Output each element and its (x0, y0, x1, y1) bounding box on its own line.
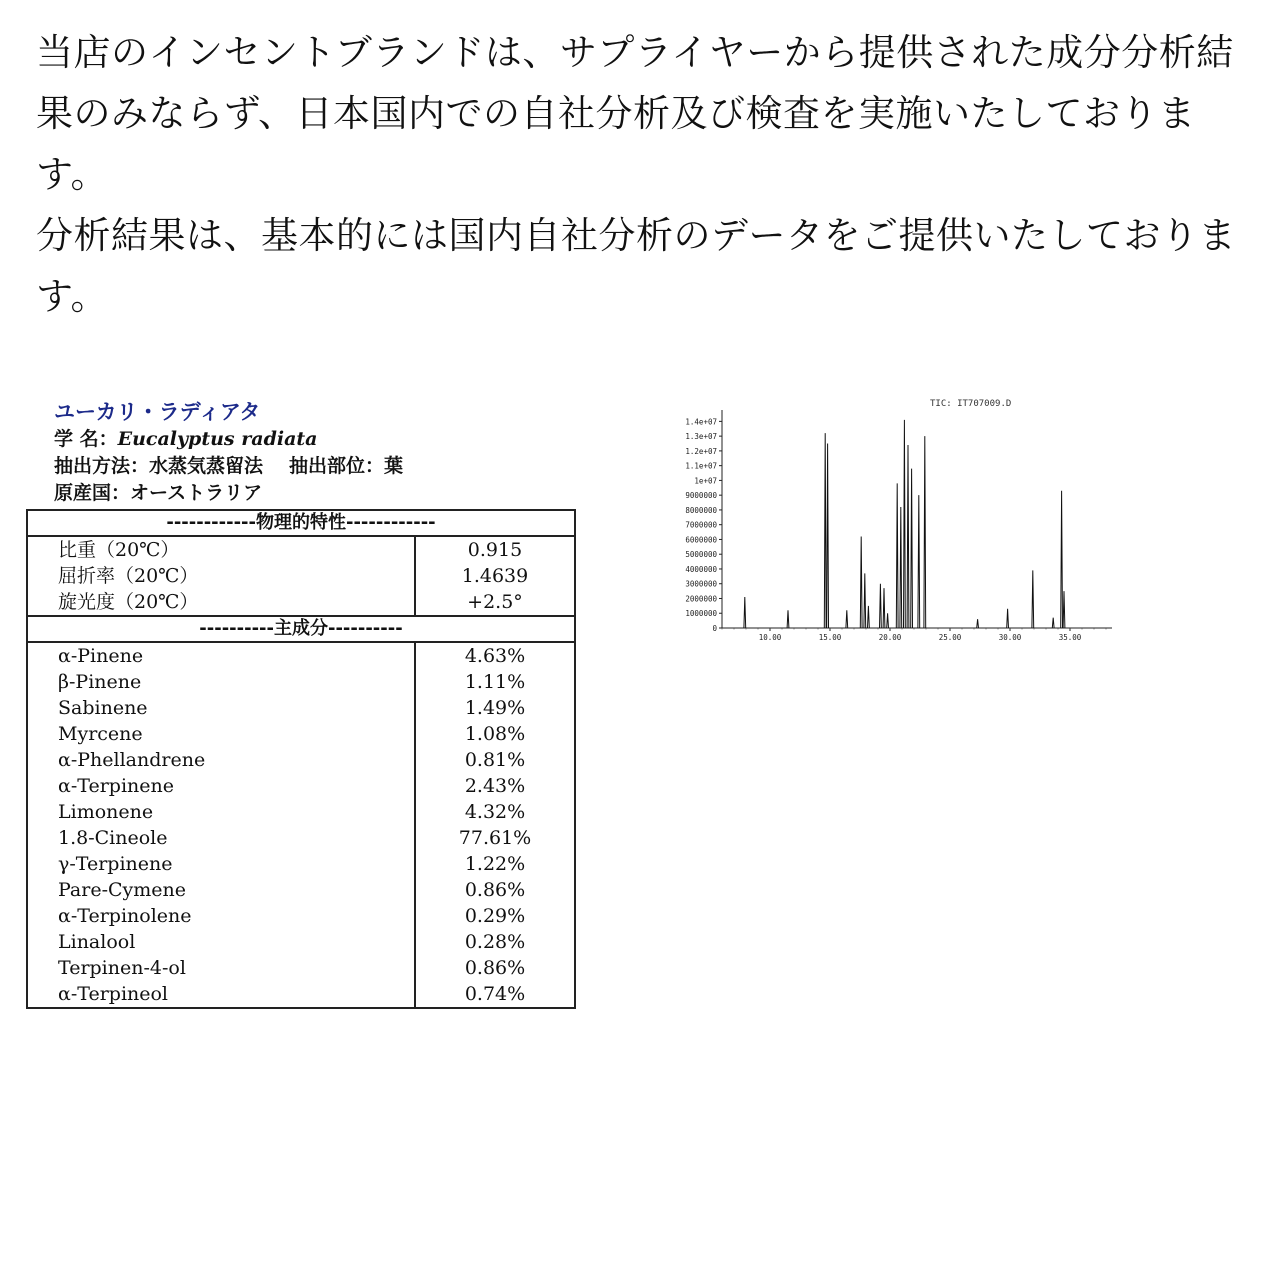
chromatogram-peak (880, 584, 882, 628)
chromatogram-peak (1063, 591, 1065, 628)
chromatogram-peak (896, 483, 898, 628)
component-name: α-Terpineol (58, 983, 169, 1005)
chromatogram-peak (911, 469, 913, 628)
scientific-name: Eucalyptus radiata (117, 428, 318, 450)
y-tick-label: 2000000 (685, 594, 717, 604)
chromatogram-peak (824, 433, 826, 628)
component-name: Limonene (58, 801, 154, 823)
component-name: Sabinene (58, 697, 148, 719)
chromatogram-peak (1061, 491, 1063, 628)
chromatogram-peak (1032, 570, 1034, 628)
component-name: α-Pinene (58, 645, 144, 667)
component-name: β-Pinene (58, 671, 142, 693)
physical-value: 1.4639 (461, 565, 529, 587)
chart-title: TIC: IT707009.D (930, 399, 1012, 409)
scientific-name-label: 学 名： (54, 428, 118, 450)
x-tick-label: 15.00 (818, 633, 842, 642)
components-heading: ----------主成分---------- (27, 616, 575, 642)
component-value: 1.08% (464, 723, 526, 745)
chromatogram-peak (827, 444, 829, 628)
chromatogram-peak (1007, 609, 1009, 628)
extraction-method: 水蒸気蒸留法 (149, 455, 264, 477)
y-tick-label: 4000000 (685, 564, 717, 574)
y-tick-label: 7000000 (685, 520, 717, 530)
origin: オーストラリア (130, 482, 263, 504)
x-tick-label: 30.00 (998, 633, 1022, 642)
extraction-method-label: 抽出方法： (54, 455, 150, 477)
chromatogram-peak (883, 588, 885, 628)
y-tick-label: 1000000 (685, 609, 717, 619)
y-tick-label: 8000000 (685, 505, 717, 515)
component-value: 0.86% (464, 957, 526, 979)
extraction-part-label: 抽出部位： (289, 455, 385, 477)
component-value: 0.86% (464, 879, 526, 901)
component-value: 77.61% (458, 827, 532, 849)
intro-paragraph-1: 当店のインセントブランドは、サプライヤーから提供された成分分析結果のみならず、日本国内での自社分析及び検査を実施いたしております。 (36, 31, 1234, 196)
physical-name: 屈折率（20℃） (58, 565, 199, 587)
component-name: γ-Terpinene (58, 853, 173, 875)
intro-paragraph-2: 分析結果は、基本的には国内自社分析のデータをご提供いたしております。 (36, 214, 1236, 318)
component-names (27, 642, 415, 1008)
x-tick-label: 20.00 (878, 633, 902, 642)
origin-label: 原産国： (54, 482, 131, 504)
component-name: α-Terpinene (58, 775, 174, 797)
scientific-name-line (26, 426, 576, 453)
component-name: α-Phellandrene (58, 749, 206, 771)
physical-value: 0.915 (467, 539, 523, 561)
component-name: Pare-Cymene (58, 879, 187, 901)
y-tick-label: 6000000 (685, 535, 717, 545)
chromatogram-peak (904, 420, 906, 628)
physical-heading: ------------物理的特性------------ (27, 510, 575, 536)
component-value: 2.43% (464, 775, 526, 797)
physical-name: 比重（20℃） (58, 539, 180, 561)
chromatogram-peak (924, 436, 926, 628)
component-value: 0.28% (464, 931, 526, 953)
y-tick-label: 9000000 (685, 491, 717, 501)
physical-value: +2.5° (467, 591, 523, 613)
component-value: 0.74% (464, 983, 526, 1005)
component-value: 1.11% (464, 671, 526, 693)
y-tick-label: 1.3e+07 (685, 432, 717, 442)
y-tick-label: 1e+07 (694, 476, 717, 486)
product-name: ユーカリ・ラディアタ (54, 400, 261, 424)
component-value: 1.49% (464, 697, 526, 719)
chromatogram-peak (1052, 618, 1054, 628)
component-name: Linalool (58, 931, 136, 953)
y-tick-label: 1.1e+07 (685, 461, 717, 471)
x-tick-label: 10.00 (758, 633, 782, 642)
chromatogram-peak (846, 610, 848, 628)
y-tick-label: 3000000 (685, 579, 717, 589)
intro-text (36, 22, 1246, 327)
chromatogram-peak (868, 606, 870, 628)
extraction-line (26, 453, 576, 480)
y-tick-label: 0 (712, 624, 717, 633)
chromatogram-peak (787, 610, 789, 628)
component-name: Myrcene (58, 723, 143, 745)
chromatogram-peak (860, 536, 862, 628)
chromatogram-peak (977, 619, 979, 628)
component-name: Terpinen-4-ol (58, 957, 186, 979)
component-value: 1.22% (464, 853, 526, 875)
chromatogram-peak (907, 445, 909, 628)
spec-table (26, 509, 576, 1009)
component-value: 0.29% (464, 905, 526, 927)
chromatogram-peak (744, 597, 746, 628)
chromatogram-peak (864, 573, 866, 628)
product-spec-sheet (26, 398, 576, 1009)
component-value: 4.63% (464, 645, 526, 667)
x-tick-label: 25.00 (938, 633, 962, 642)
extraction-part: 葉 (384, 455, 404, 477)
physical-values (415, 536, 575, 616)
physical-name: 旋光度（20℃） (58, 591, 199, 613)
y-tick-label: 1.4e+07 (685, 417, 717, 427)
chromatogram-peak (887, 613, 889, 628)
x-tick-label: 35.00 (1058, 633, 1082, 642)
origin-line (26, 480, 576, 507)
y-tick-label: 1.2e+07 (685, 446, 717, 456)
chromatogram-peak (918, 495, 920, 628)
component-name: α-Terpinolene (58, 905, 192, 927)
chromatogram-chart (660, 392, 1120, 652)
physical-section (27, 536, 575, 616)
component-values (415, 642, 575, 1008)
components-section (27, 642, 575, 1008)
chromatogram-svg (660, 392, 1120, 652)
component-value: 4.32% (464, 801, 526, 823)
component-name: 1.8-Cineole (58, 827, 168, 849)
chromatogram-peak (900, 507, 902, 628)
physical-names (27, 536, 415, 616)
component-value: 0.81% (464, 749, 526, 771)
y-tick-label: 5000000 (685, 550, 717, 560)
